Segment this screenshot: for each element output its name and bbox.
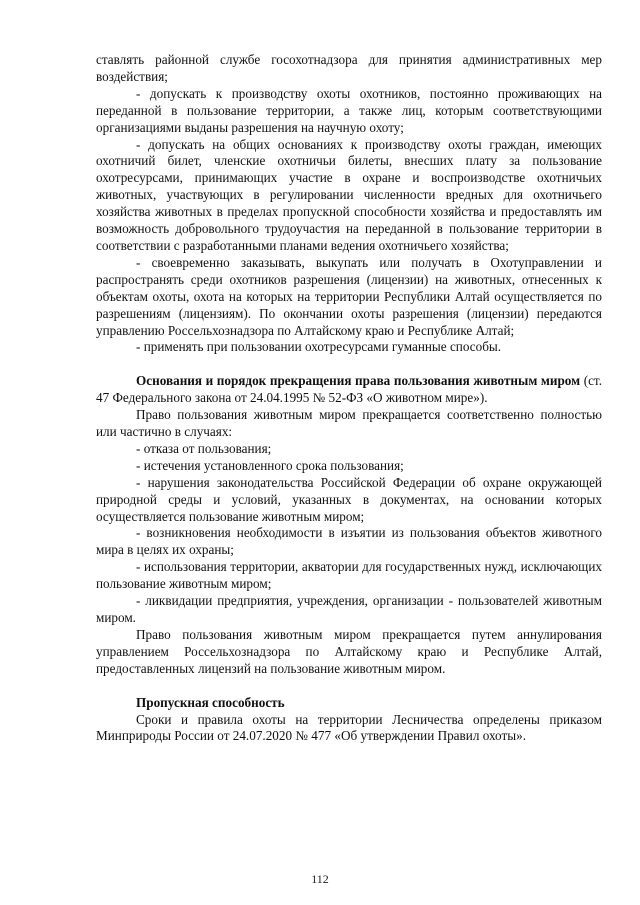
paragraph: Право пользования животным миром прекращается путем аннулирования управлением Россельхознадзора по Алтайскому краю и Республике Алтай, предоставленных лицензий на пользование животным миром. — [96, 626, 602, 676]
section-heading: Основания и порядок прекращения права пользования животным миром — [136, 373, 581, 389]
list-item: - своевременно заказывать, выкупать или получать в Охотуправлении и распространять среди охотников разрешения (лицензии) на животных, отнесенных к объектам охоты, охота на которых на территории Республики Алтай осуществляется по разрешениям (лицензиям). По окончании охоты разрешения (лицензии) передаются управлению Россельхознадзора по Алтайскому краю и Республике Алтай; — [96, 254, 602, 338]
list-item: - допускать к производству охоты охотников, постоянно проживающих на переданной в пользование территории, а также лиц, которым соответствующими организациями выданы разрешения на научную охоту; — [96, 85, 602, 135]
section-heading: Пропускная способность — [136, 694, 285, 710]
section-heading-paragraph — [96, 373, 602, 407]
paragraph: Право пользования животным миром прекращается соответственно полностью или частично в случаях: — [96, 407, 602, 440]
list-item: - истечения установленного срока пользования; — [136, 457, 404, 473]
paragraph: Сроки и правила охоты на территории Лесничества определены приказом Минприроды России от 24.07.2020 № 477 «Об утверждении Правил охоты». — [96, 711, 602, 744]
list-item: - допускать на общих основаниях к производству охоты граждан, имеющих охотничий билет, членские охотничьи билеты, внесших плату за пользование охотресурсами, принимающих участие в охране и воспроизводстве охотничьих животных, участвующих в регулировании численности вредных для охотничьего хозяйства животных в пределах пропускной способности хозяйства и предоставлять им возможность добровольного трудоучастия на переданной в пользование территории в соответствии с разработанными планами ведения охотничьего хозяйства; — [96, 136, 602, 253]
list-item: - возникновения необходимости в изъятии из пользования объектов животного мира в целях их охраны; — [96, 525, 602, 558]
section-heading-reference: (ст. 47 Федерального закона от 24.04.1995 № 52-ФЗ «О животном мире»). — [96, 373, 603, 406]
paragraph-continuation: ставлять районной службе госохотнадзора для принятия административных мер воздействия; — [96, 52, 602, 84]
list-item: - ликвидации предприятия, учреждения, организации - пользователей животным миром. — [96, 593, 602, 625]
document-page — [96, 52, 602, 745]
page-number: 112 — [311, 872, 329, 886]
list-item: - нарушения законодательства Российской Федерации об охране окружающей природной среды и условий, указанных в документах, на основании которых осуществляется пользование животным миром; — [96, 474, 602, 524]
list-item: - использования территории, акватории для государственных нужд, исключающих пользование животным миром; — [96, 559, 602, 592]
list-item: - отказа от пользования; — [136, 440, 272, 456]
list-item: - применять при пользовании охотресурсами гуманные способы. — [136, 339, 502, 355]
